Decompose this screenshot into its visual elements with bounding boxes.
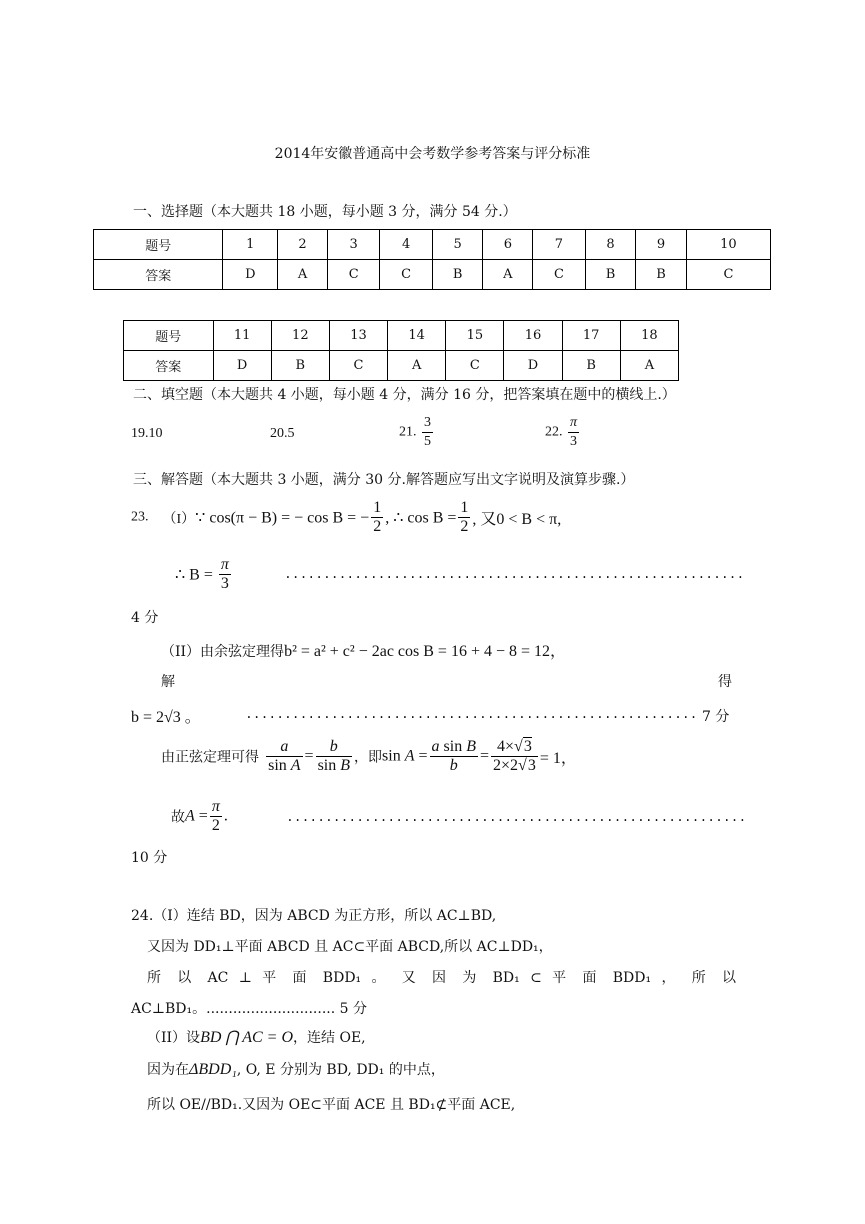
page-title: 2014年安徽普通高中会考数学参考答案与评分标准 (274, 146, 591, 162)
question-number-cell: 2 (278, 230, 328, 260)
score-10: 10 分 (131, 850, 168, 866)
fill-22-denominator: 3 (570, 434, 577, 449)
answer-table-2 (123, 320, 679, 381)
q23-angle-B (175, 556, 233, 593)
question-number-cell: 1 (223, 230, 278, 260)
q23-eq1a: ∵ cos(π − B) = − cos B = − (195, 509, 370, 527)
dot-leader-2: .......................................................... (245, 707, 698, 722)
score-7: 7 分 (702, 709, 730, 725)
q24-l5-pre: （II）设 (147, 1030, 201, 1046)
answer-table-1 (93, 229, 771, 290)
frac-numeric: $\frac{4\times√3}{2\times 2√3}$ (493, 738, 536, 774)
fill-label-21: 21. (399, 424, 417, 440)
fill-answer-22 (545, 414, 581, 451)
question-number-cell: 11 (213, 321, 271, 351)
question-number-cell: 7 (533, 230, 585, 260)
q23-part2-label: （II）由余弦定理得 (161, 644, 285, 660)
B-denominator: 3 (220, 575, 229, 592)
table-header-question: 题号 (94, 230, 223, 260)
de-label: 得 (718, 674, 732, 690)
answer-cell: D (223, 260, 278, 290)
fill-22-numerator: π (568, 414, 579, 433)
answer-cell: D (504, 351, 562, 381)
q24-line7: 所以 OE//BD₁.又因为 OE⊂平面 ACE 且 BD₁⊄平面 ACE, (147, 1097, 516, 1113)
q24-l5-math: BD ⋂ AC = O (200, 1029, 294, 1046)
half-denominator-1: 2 (373, 518, 382, 535)
section-choice-heading: 一、选择题（本大题共 18 小题，每小题 3 分，满分 54 分.） (133, 204, 517, 220)
score-4: 4 分 (131, 610, 159, 626)
dot-leader-3: ........................................................... (286, 810, 747, 825)
fill-label-22: 22. (545, 424, 563, 440)
question-number-cell: 13 (329, 321, 387, 351)
q23-part2-line (161, 638, 566, 661)
table-header-answer: 答案 (124, 351, 214, 381)
answer-cell: A (278, 260, 328, 290)
question-number-cell: 9 (636, 230, 687, 260)
frac-b-sinB: $\frac{b}{\text{sin B}}$ (317, 738, 351, 774)
q23-B-prefix: ∴ B = (175, 566, 213, 584)
fill-21-denominator: 5 (424, 434, 431, 449)
answer-cell: C (329, 351, 387, 381)
question-number-cell: 14 (388, 321, 446, 351)
question-number-cell: 3 (327, 230, 379, 260)
frac-a-sinA: $\frac{a}{\text{sin A}}$ (268, 738, 301, 774)
question-number-cell: 17 (562, 321, 620, 351)
B-numerator: π (220, 556, 229, 573)
fill-21-numerator: 3 (422, 414, 433, 433)
half-denominator-2: 2 (460, 518, 469, 535)
question-number-cell: 6 (483, 230, 533, 260)
q23-cosine-law: b² = a² + c² − 2ac cos B = 16 + 4 − 8 = 12， (284, 643, 567, 660)
question-number-cell: 5 (432, 230, 483, 260)
sine-post: = 1， (539, 750, 577, 767)
guA-prefix: 故 (171, 810, 185, 826)
sine-mid: ，即 (354, 749, 383, 766)
answer-cell: D (213, 351, 271, 381)
q24-l6-math: ΔBDD₁ (189, 1061, 237, 1078)
sine-prefix: 由正弦定理可得 (161, 749, 259, 766)
answer-cell: C (686, 260, 770, 290)
q24-l6-post: , O, E 分别为 BD, DD₁ 的中点， (236, 1062, 445, 1078)
answer-cell: A (620, 351, 678, 381)
half-numerator-2: 1 (460, 499, 469, 516)
answer-cell: B (271, 351, 329, 381)
table-header-answer: 答案 (94, 260, 223, 290)
q23-angle-A: 故A = $\frac{\pi}{2}$ . (171, 798, 228, 834)
section-solve-heading: 三、解答题（本大题共 3 小题，满分 30 分.解答题应写出文字说明及演算步骤.） (133, 472, 635, 488)
q23-sine-law: 由正弦定理可得 $\frac{a}{\text{sin A}}$ = $\frac{b}{\text{sin B}}$ ，即sin A = $\frac{\text{a sin B}}{b}$ = $\frac{4\times√3}{2\times 2√3}$ = 1， (161, 738, 577, 774)
answer-cell: C (446, 351, 504, 381)
question-number-cell: 15 (446, 321, 504, 351)
answer-cell: A (483, 260, 533, 290)
q23-eq1b: , ∴ cos B = (385, 509, 457, 527)
question-number-cell: 16 (504, 321, 562, 351)
answer-cell: C (380, 260, 432, 290)
half-numerator-1: 1 (373, 499, 382, 516)
answer-cell: C (327, 260, 379, 290)
question-number-cell: 18 (620, 321, 678, 351)
frac-asinB-b: $\frac{\text{a sin B}}{b}$ (431, 738, 476, 774)
answer-cell: B (562, 351, 620, 381)
answer-cell: B (636, 260, 687, 290)
q24-line1: 24.（I）连结 BD，因为 ABCD 为正方形，所以 AC⊥BD, (131, 908, 497, 924)
q23-part1: （I） (162, 511, 196, 527)
section-fill-heading: 二、填空题（本大题共 4 小题，每小题 4 分，满分 16 分，把答案填在题中的横线上.） (133, 387, 676, 403)
q24-l5-post: ，连结 OE, (293, 1030, 366, 1046)
q24-line2: 又因为 DD₁⊥平面 ABCD 且 AC⊂平面 ABCD,所以 AC⊥DD₁， (147, 939, 553, 955)
q23-line1 (131, 499, 561, 536)
question-number-cell: 8 (585, 230, 636, 260)
q24-line3: 所 以 AC ⊥ 平 面 BDD₁ 。 又 因 为 BD₁ ⊂ 平 面 BDD₁ ， 所 以 (147, 970, 736, 986)
q24-line6 (147, 1059, 445, 1079)
q24-line4: AC⊥BD₁。............................. 5 分 (131, 1001, 367, 1017)
answer-cell: B (585, 260, 636, 290)
q23-eq1c: , 又0 < B < π, (472, 511, 562, 528)
answer-cell: C (533, 260, 585, 290)
answer-cell: A (388, 351, 446, 381)
question-number-cell: 4 (380, 230, 432, 260)
fill-answer-19: 19.10 (131, 426, 163, 441)
question-number-cell: 10 (686, 230, 770, 260)
table-header-question: 题号 (124, 321, 214, 351)
fill-answer-20: 20.5 (270, 426, 295, 441)
answer-cell: B (432, 260, 483, 290)
question-number-cell: 12 (271, 321, 329, 351)
b-result: b = 2√3 。 (131, 709, 201, 726)
q24-line5 (147, 1027, 366, 1047)
fill-answer-21 (399, 414, 435, 451)
q23-label: 23. (131, 509, 149, 525)
q24-l6-pre: 因为在 (147, 1062, 189, 1078)
dot-leader-1: ........................................................... (284, 567, 745, 582)
jie-label: 解 (161, 674, 175, 690)
